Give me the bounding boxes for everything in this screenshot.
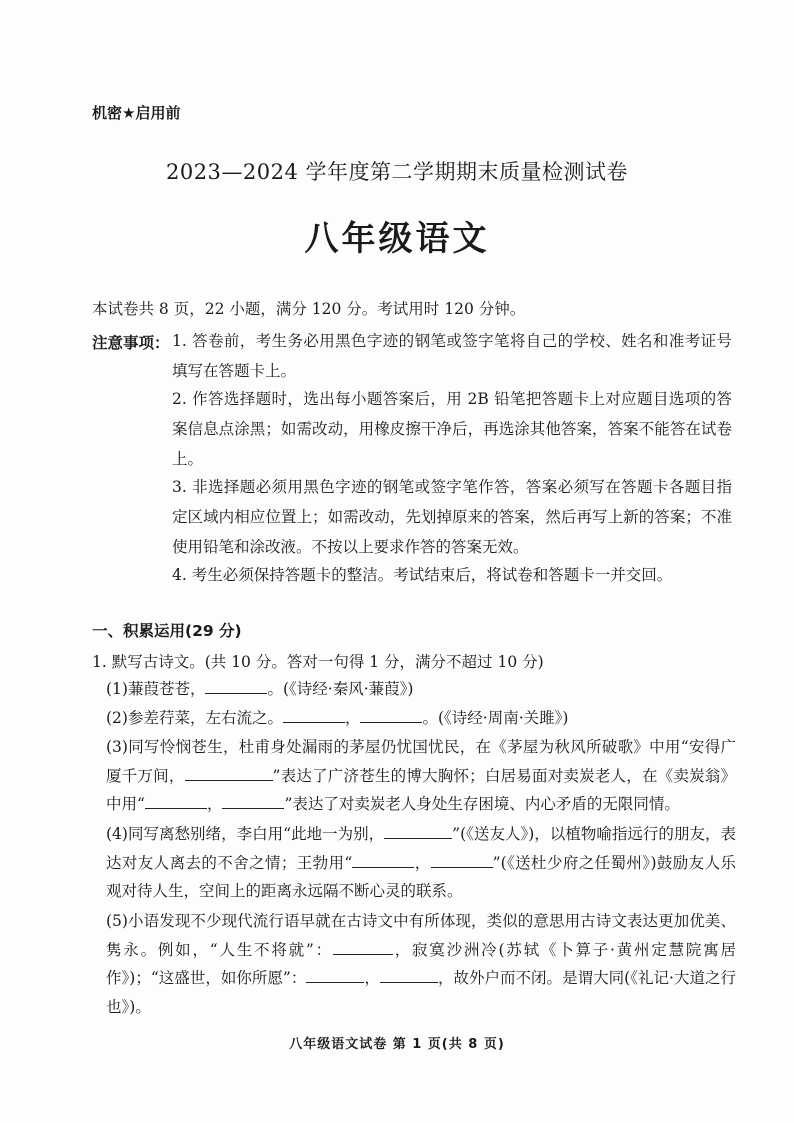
text: 。(《诗经·秦风·蒹葭》) — [267, 680, 414, 698]
section-title: 一、积累运用(29 分) — [92, 622, 242, 640]
answer-blank[interactable] — [352, 851, 414, 868]
question-1-part-1 — [106, 675, 736, 704]
subject-title: 八年级语文 — [304, 219, 490, 259]
text: ，寂寞沙洲冷(苏轼《卜算子·黄州定慧院寓居作》)；“这盛世，如你所愿”： — [106, 940, 736, 987]
confidential-mark: 机密★启用前 — [92, 104, 181, 122]
question-1-title: 1. 默写古诗文。(共 10 分。答对一句得 1 分，满分不超过 10 分) — [92, 653, 544, 671]
exam-title: 2023—2024 学年度第二学期期末质量检测试卷 — [165, 160, 629, 184]
text: ”(《送友人》)，以植物喻指远行的朋友，表达对友人离去的不舍之情；王勃用“ — [106, 825, 736, 872]
text: (4)同写离愁别绪，李白用“此地一为别， — [106, 825, 385, 843]
question-1-part-2 — [106, 704, 736, 733]
page-footer: 八年级语文试卷 第 1 页(共 8 页) — [289, 1037, 505, 1052]
text: 。(《诗经·周南·关雎》) — [422, 709, 569, 727]
text: ， — [206, 795, 223, 813]
question-1-part-4 — [106, 820, 736, 906]
answer-blank[interactable] — [145, 792, 207, 809]
text: ，故外户而不闭。是谓大同(《礼记·大道之行也》)。 — [106, 969, 736, 1016]
question-1-part-5 — [106, 907, 736, 1021]
text: ”表达了对卖炭老人身处生存困境、内心矛盾的无限同情。 — [284, 795, 680, 813]
answer-blank[interactable] — [306, 966, 364, 983]
answer-blank[interactable] — [205, 677, 267, 694]
text: ， — [344, 709, 361, 727]
answer-blank[interactable] — [380, 966, 438, 983]
answer-blank[interactable] — [431, 851, 493, 868]
answer-blank[interactable] — [333, 938, 393, 955]
text: ， — [364, 969, 380, 987]
text: (3)同写怜悯苍生，杜甫身处漏雨的茅屋仍忧国忧民，在《茅屋为秋风所破歌》中用“安得广厦千万间， — [106, 738, 736, 785]
text: ”(《送杜少府之任蜀州》)鼓励友人乐观对待人生，空间上的距离永远隔不断心灵的联系。 — [106, 853, 736, 900]
notice-item-1: 1. 答卷前，考生务必用黑色字迹的钢笔或签字笔将自己的学校、姓名和准考证号填写在答题卡上。 — [172, 332, 732, 380]
question-1-part-3 — [106, 733, 736, 819]
exam-intro: 本试卷共 8 页，22 小题，满分 120 分。考试用时 120 分钟。 — [92, 300, 526, 318]
text: (2)参差荇菜，左右流之。 — [106, 709, 283, 727]
text: (5)小语发现不少现代流行语早就在古诗文中有所体现，类似的意思用古诗文表达更加优美、隽永。例如，“人生不将就”： — [106, 912, 736, 959]
answer-blank[interactable] — [360, 706, 422, 723]
answer-blank[interactable] — [222, 792, 284, 809]
text: (1)蒹葭苍苍， — [106, 680, 206, 698]
notice-item-4: 4. 考生必须保持答题卡的整洁。考试结束后，将试卷和答题卡一并交回。 — [172, 566, 673, 584]
answer-blank[interactable] — [283, 706, 345, 723]
text: ， — [414, 853, 431, 872]
answer-blank[interactable] — [384, 822, 452, 839]
text: ”表达了广济苍生的博大胸怀；白居易面对卖炭老人，在《卖炭翁》中用“ — [106, 766, 736, 813]
notice-label: 注意事项： — [92, 334, 170, 352]
notice-item-3: 3. 非选择题必须用黑色字迹的钢笔或签字笔作答，答案必须写在答题卡各题目指定区域内相应位置上；如需改动，先划掉原来的答案，然后再写上新的答案；不准使用铅笔和涂改液。不按以上要求作答的答案无效。 — [172, 478, 732, 556]
answer-blank[interactable] — [185, 764, 273, 781]
notice-item-2: 2. 作答选择题时，选出每小题答案后，用 2B 铅笔把答题卡上对应题目选项的答案信息点涂黑；如需改动，用橡皮擦干净后，再选涂其他答案，答案不能答在试卷上。 — [172, 390, 732, 468]
